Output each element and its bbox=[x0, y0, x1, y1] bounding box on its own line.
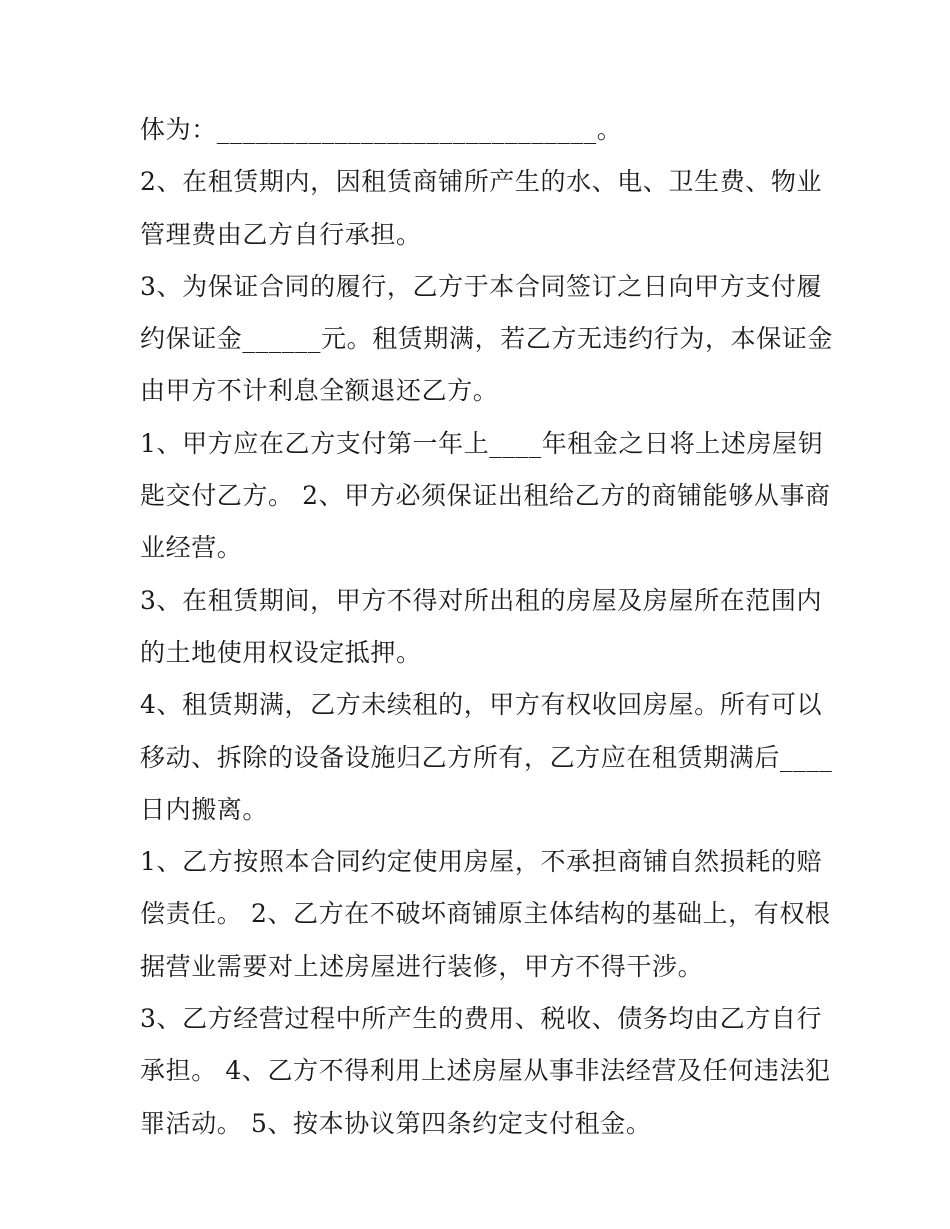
text-line: 1、甲方应在乙方支付第一年上____年租金之日将上述房屋钥 bbox=[140, 428, 824, 458]
text-line: 承担。 4、乙方不得利用上述房屋从事非法经营及任何违法犯 bbox=[140, 1056, 831, 1086]
text-line: 由甲方不计利息全额退还乙方。 bbox=[140, 376, 499, 406]
text-line: 2、在租赁期内，因租赁商铺所产生的水、电、卫生费、物业 bbox=[140, 167, 823, 197]
text-line: 3、乙方经营过程中所产生的费用、税收、债务均由乙方自行 bbox=[140, 1004, 823, 1034]
text-line: 体为：_____________________________。 bbox=[140, 115, 623, 144]
text-line: 管理费由乙方自行承担。 bbox=[140, 219, 422, 249]
text-line: 据营业需要对上述房屋进行装修，甲方不得干涉。 bbox=[140, 951, 704, 981]
text-line: 3、为保证合同的履行，乙方于本合同签订之日向甲方支付履 bbox=[140, 271, 823, 301]
text-line: 约保证金______元。租赁期满，若乙方无违约行为，本保证金 bbox=[140, 324, 834, 354]
text-line: 移动、拆除的设备设施归乙方所有，乙方应在租赁期满后____ bbox=[140, 742, 833, 772]
text-line: 日内搬离。 bbox=[140, 794, 269, 824]
text-line: 偿责任。 2、乙方在不破坏商铺原主体结构的基础上，有权根 bbox=[140, 899, 831, 929]
text-line: 匙交付乙方。 2、甲方必须保证出租给乙方的商铺能够从事商 bbox=[140, 481, 831, 511]
text-line: 的土地使用权设定抵押。 bbox=[140, 637, 422, 667]
text-line: 1、乙方按照本合同约定使用房屋，不承担商铺自然损耗的赔 bbox=[140, 847, 823, 877]
text-line: 4、租赁期满，乙方未续租的，甲方有权收回房屋。所有可以 bbox=[140, 690, 823, 720]
text-line: 罪活动。 5、按本协议第四条约定支付租金。 bbox=[140, 1108, 652, 1138]
text-line: 3、在租赁期间，甲方不得对所出租的房屋及房屋所在范围内 bbox=[140, 585, 823, 615]
text-line: 业经营。 bbox=[140, 533, 243, 563]
document-page bbox=[140, 104, 834, 1150]
